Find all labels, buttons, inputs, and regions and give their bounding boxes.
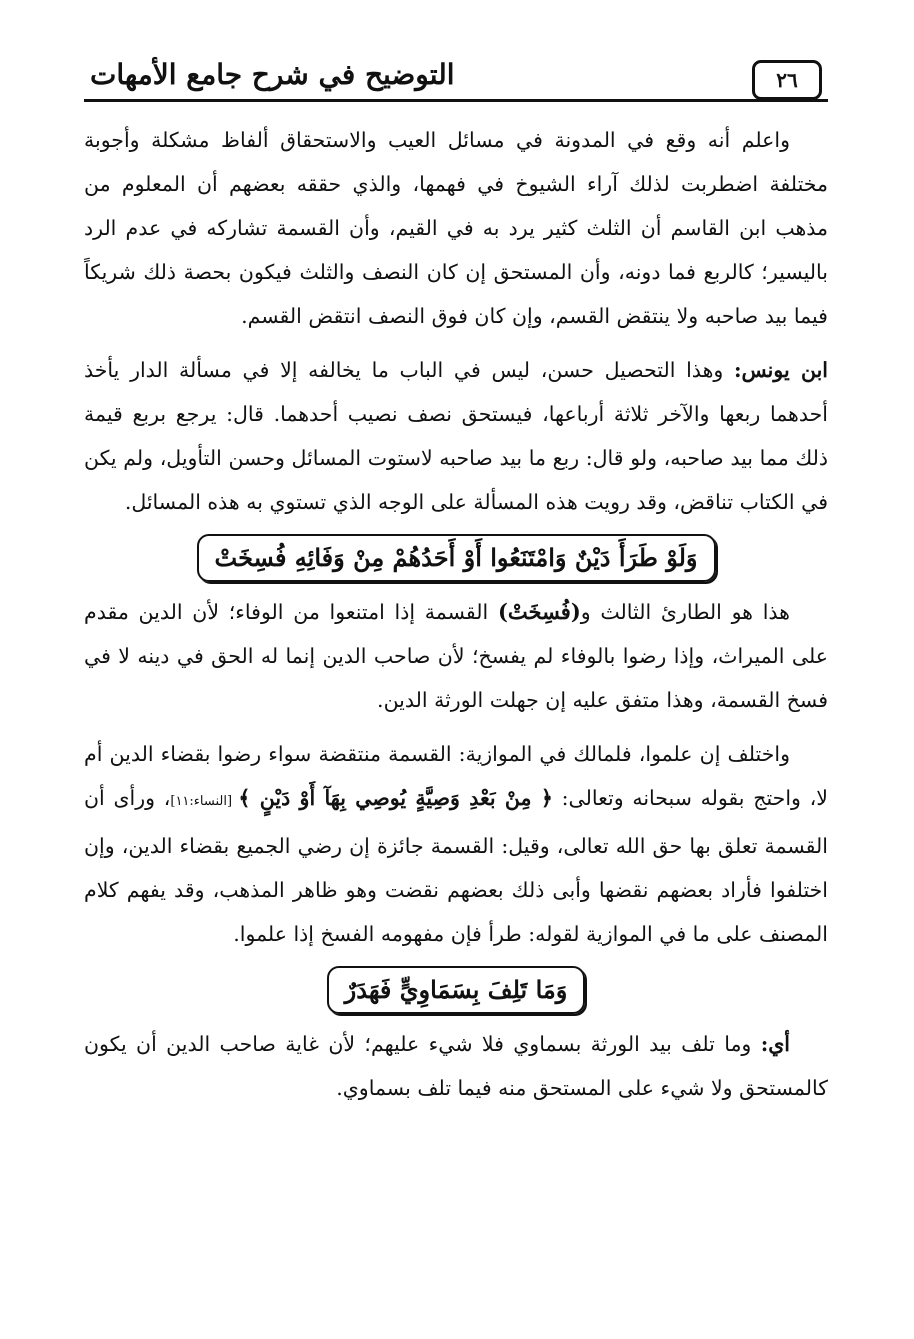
header-rule [84,99,828,102]
matn-box-2: وَمَا تَلِفَ بِسَمَاوِيٍّ فَهَدَرٌ [327,966,586,1014]
paragraph-3-quote: (فُسِخَتْ) [497,599,581,624]
page-body [84,118,828,1120]
paragraph-5-text: وما تلف بيد الورثة بسماوي فلا شيء عليهم؛ لأن غاية صاحب الدين أن يكون كالمستحق ولا شيء على المستحق منه فيما تلف بسماوي. [84,1032,828,1100]
matn-box-2-wrap [84,966,828,1014]
paragraph-2 [84,348,828,524]
paragraph-5 [84,1022,828,1110]
paragraph-3 [84,590,828,722]
paragraph-2-text: وهذا التحصيل حسن، ليس في الباب ما يخالفه إلا في مسألة الدار يأخذ أحدهما ربعها والآخر ثلاثة أرباعها، فيستحق نصف نصيب أحدهما. قال: يرجع بربع قيمة ذلك مما بيد صاحبه، ولو قال: ربع ما بيد صاحبه لاستوت المسائل وحسن التأويل، ولم يكن في الكتاب تناقض، وقد رويت هذه المسألة على الوجه الذي تستوي به هذه المسائل. [84,358,828,514]
paragraph-5-lead: أي: [760,1032,790,1056]
page-number-box [752,60,822,100]
quran-verse: ﴿ مِنْ بَعْدِ وَصِيَّةٍ يُوصِي بِهَآ أَوْ دَيْنٍ ﴾ [238,786,553,810]
paragraph-4 [84,732,828,956]
verse-reference: [النساء:١١] [170,794,239,809]
paragraph-2-lead: ابن يونس: [733,358,828,382]
page-number: ٢٦ [776,68,798,92]
paragraph-1: واعلم أنه وقع في المدونة في مسائل العيب والاستحقاق ألفاظ مشكلة وأجوبة مختلفة اضطربت لذلك آراء الشيوخ في فهمها، والذي حققه بعضهم أن المعلوم من مذهب ابن القاسم أن الثلث كثير يرد به في القيم، وأن القسمة تشاركه في عدم الرد باليسير؛ كالربع فما دونه، وأن المستحق إن كان النصف والثلث فيكون بحصة ذلك شريكاً فيما بيد صاحبه ولا ينتقض القسم، وإن كان فوق النصف انتقض القسم. [84,128,828,328]
page-header [84,56,828,102]
paragraph-3-after: القسمة إذا امتنعوا من الوفاء؛ لأن الدين مقدم على الميراث، وإذا رضوا بالوفاء لم يفسخ؛ لأن صاحب الدين إنما له الحق في دينه لا في فسخ القسمة، وهذا متفق عليه إن جهلت الورثة الدين. [84,600,828,712]
matn-box-1-wrap [84,534,828,582]
paragraph-4-after: ، ورأى أن القسمة تعلق بها حق الله تعالى، وقيل: القسمة جائزة إن رضي الجميع بقضاء الدين، وإن اختلفوا فأراد بعضهم نقضها وأبى ذلك بعضهم نقضت وهو ظاهر المذهب، وقد يفهم كلام المصنف على ما في الموازية لقوله: طرأ فإن مفهومه الفسخ إذا علموا. [84,786,828,946]
paragraph-3-before: هذا هو الطارئ الثالث و [580,600,790,624]
running-title: التوضيح في شرح جامع الأمهات [90,58,455,91]
matn-box-1: وَلَوْ طَرَأَ دَيْنٌ وَامْتَنَعُوا أَوْ أَحَدُهُمْ مِنْ وَفَائِهِ فُسِخَتْ [197,534,716,582]
paragraph-4-before: واختلف إن علموا، فلمالك في الموازية: القسمة منتقضة سواء رضوا بقضاء الدين أم لا، واحتج بقوله سبحانه وتعالى: [84,742,828,810]
